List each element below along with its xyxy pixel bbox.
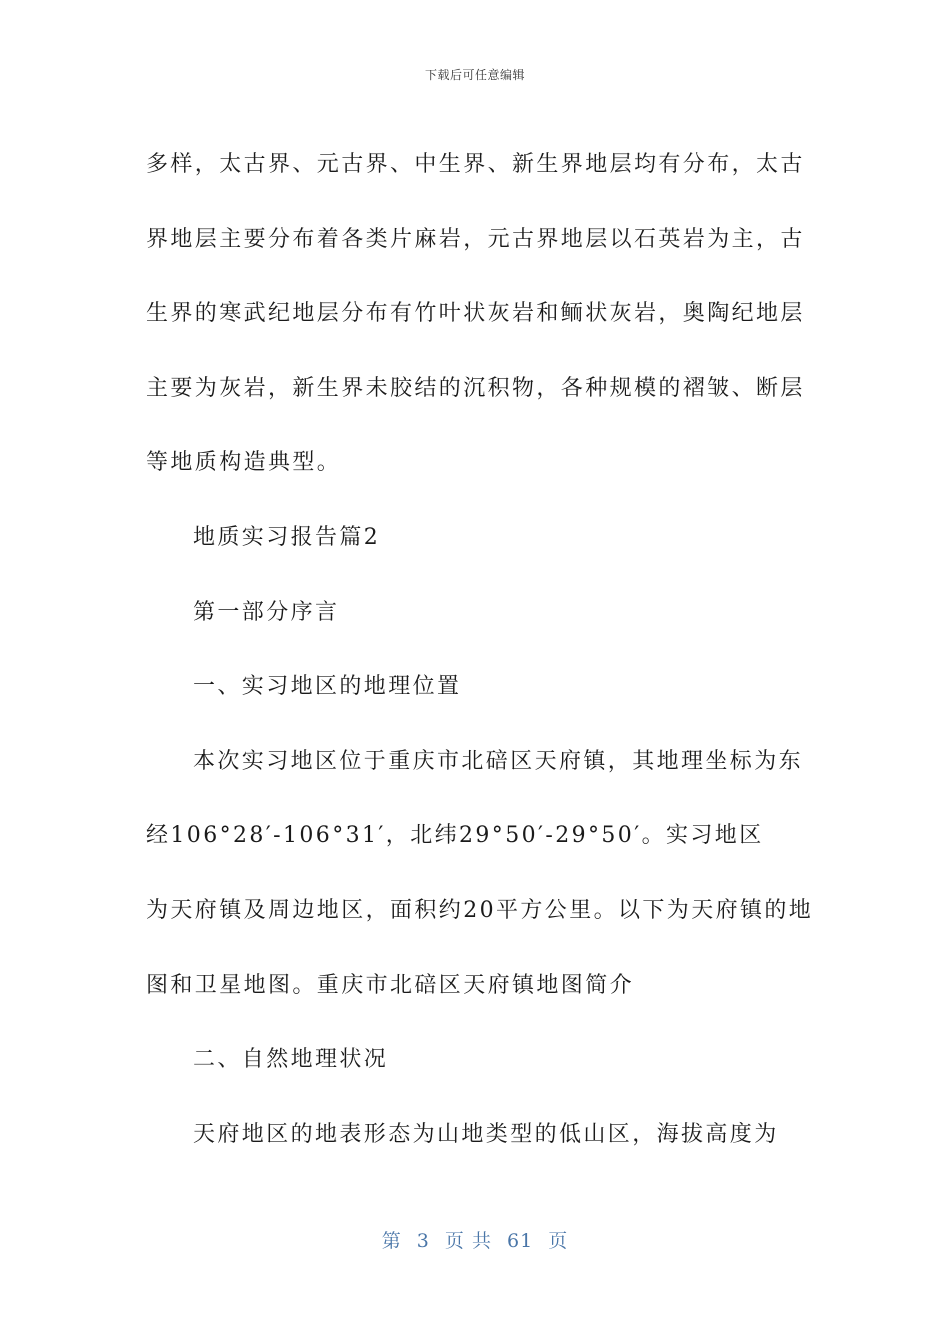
body-text (146, 128, 814, 1172)
total-page-count: 61 (507, 1230, 534, 1252)
page-header: 下载后可任意编辑 (424, 68, 525, 82)
current-page-number: 3 (416, 1230, 430, 1252)
footer-suffix: 页 (548, 1230, 569, 1252)
paragraph-line: 天府地区的地表形态为山地类型的低山区，海拔高度为 (193, 1121, 779, 1147)
subsection-heading: 二、自然地理状况 (193, 1047, 389, 1073)
paragraph-line: 为天府镇及周边地区，面积约20平方公里。以下为天府镇的地 (146, 897, 814, 923)
section-title: 地质实习报告篇2 (193, 524, 381, 550)
subsection-heading: 一、实习地区的地理位置 (193, 674, 462, 700)
paragraph-line: 等地质构造典型。 (146, 450, 342, 476)
paragraph-line: 生界的寒武纪地层分布有竹叶状灰岩和鲕状灰岩，奥陶纪地层 (146, 301, 805, 327)
section-heading: 第一部分序言 (193, 599, 340, 625)
paragraph-line: 本次实习地区位于重庆市北碚区天府镇，其地理坐标为东 (193, 748, 804, 774)
paragraph-line: 界地层主要分布着各类片麻岩，元古界地层以石英岩为主，古 (146, 226, 805, 252)
paragraph-line: 主要为灰岩，新生界未胶结的沉积物，各种规模的褶皱、断层 (146, 375, 805, 401)
page-footer (0, 1226, 950, 1253)
paragraph-line: 图和卫星地图。重庆市北碚区天府镇地图简介 (146, 972, 635, 998)
paragraph-line: 多样，太古界、元古界、中生界、新生界地层均有分布，太古 (146, 152, 805, 177)
paragraph-line: 经106°28′-106°31′，北纬29°50′-29°50′。实习地区 (146, 823, 764, 849)
footer-prefix: 第 (381, 1230, 402, 1252)
footer-middle: 页 共 (444, 1230, 492, 1252)
